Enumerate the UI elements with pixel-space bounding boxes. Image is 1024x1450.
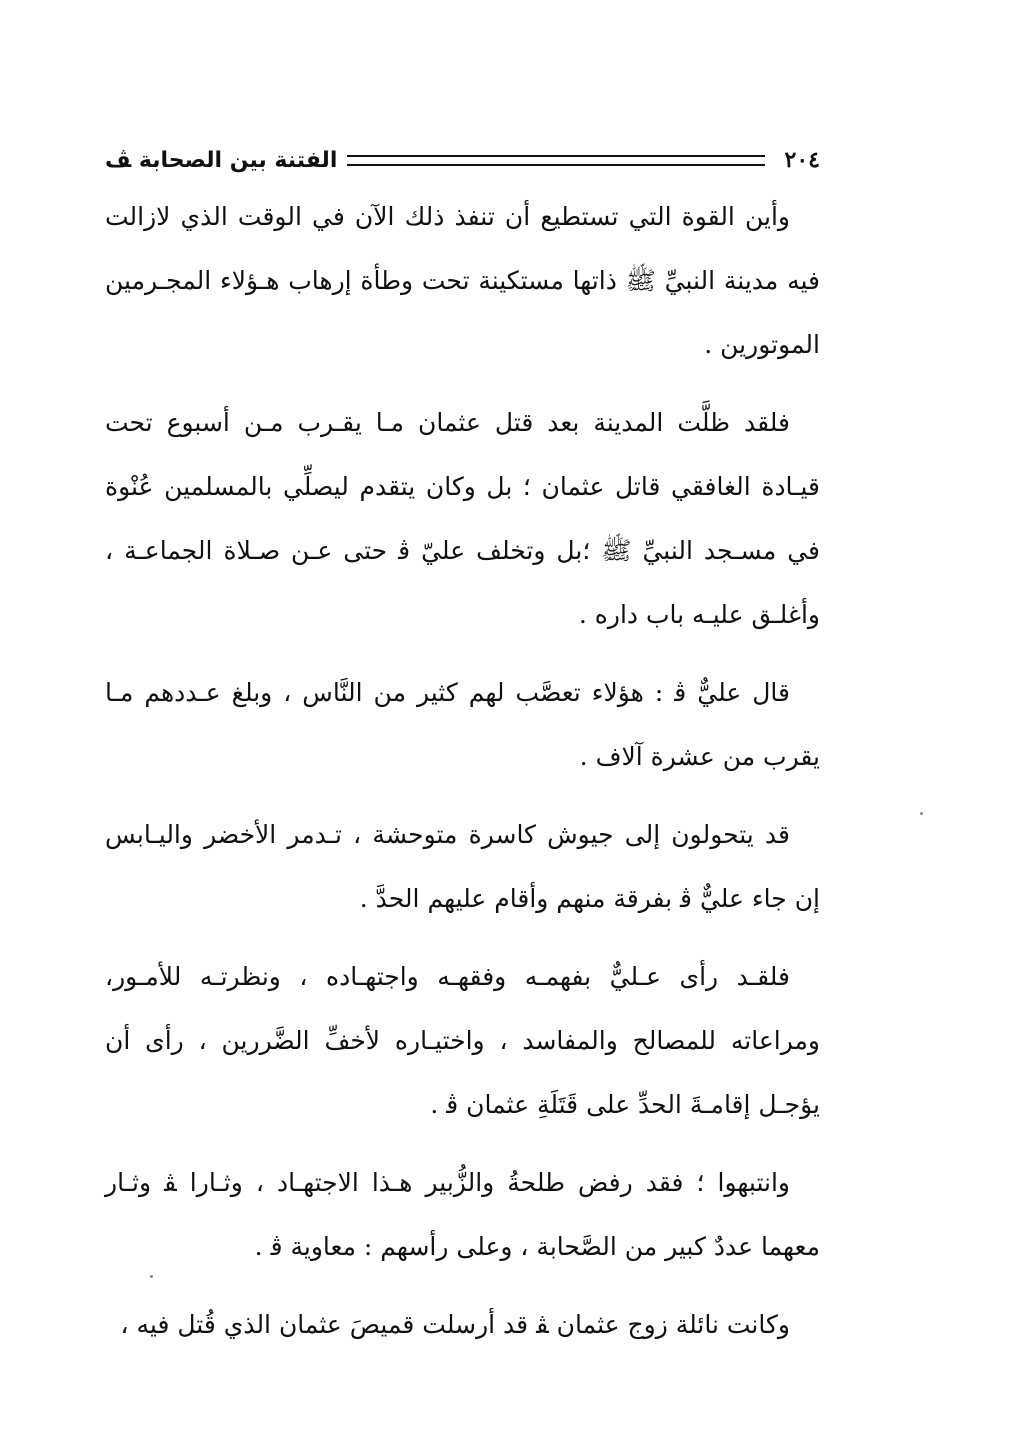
book-title: الفتنة بين الصحابة ﭫ	[105, 147, 338, 173]
header-rule	[347, 155, 764, 166]
scan-speck	[150, 1275, 153, 1278]
body-text	[105, 185, 820, 1371]
paragraph: وكانت نائلة زوج عثمان ﭭ قد أرسلت قميصَ عثمان الذي قُتل فيه ،	[120, 1310, 790, 1339]
paragraph: فلقـد رأى عـليٌّ بفهمـه وفقهـه واجتهـاده ، ونظرتـه للأمـور، ومراعاته للمصالح والمفاسد ، واختيـاره لأخفِّ الضَّررين ، رأى أن يؤجـل إقامـةَ الحدِّ على قَتَلَةِ عثمان ﭬ .	[105, 962, 820, 1119]
paragraph: فلقد ظلَّت المدينة بعد قتل عثمان مـا يقـرب مـن أسبوع تحت قيـادة الغافقي قاتل عثمان ؛ بل وكان يتقدم ليصلِّي بالمسلمين عُنْوة في مسـجد النبيِّ ﷺ ؛بل وتخلف عليّ ﭬ حتى عـن صـلاة الجماعـة ، وأغلـق عليـه باب داره .	[105, 408, 820, 629]
paragraph: قال عليٌّ ﭬ : هؤلاء تعصَّب لهم كثير من النَّاس ، وبلغ عـددهم مـا يقرب من عشرة آلاف .	[105, 678, 820, 771]
page-number: ٢٠٤	[784, 147, 820, 173]
running-header	[105, 140, 820, 180]
scan-speck	[920, 812, 923, 815]
paragraph: قد يتحولون إلى جيوش كاسرة متوحشة ، تـدمر الأخضر واليـابس إن جاء عليٌّ ﭬ بفرقة منهم وأقام عليهم الحدَّ .	[105, 820, 820, 913]
paragraph: وانتبهوا ؛ فقد رفض طلحةُ والزُّبير هـذا الاجتهـاد ، وثـارا ﭭ وثـار معهما عددٌ كبير من الصَّحابة ، وعلى رأسهم : معاوية ﭬ .	[105, 1168, 820, 1261]
paragraph: وأين القوة التي تستطيع أن تنفذ ذلك الآن في الوقت الذي لازالت فيه مدينة النبيِّ ﷺ ذاتها مستكينة تحت وطأة إرهاب هـؤلاء المجـرمين الموتورين .	[105, 202, 820, 359]
